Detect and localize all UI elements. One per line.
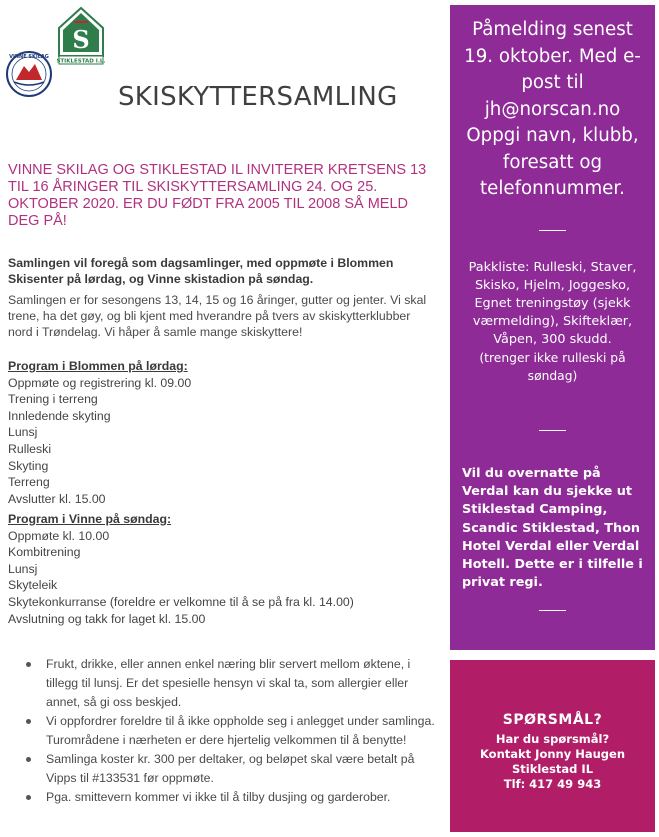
saturday-item: Terreng <box>8 475 50 490</box>
intro-bold-text: Samlingen vil foregå som dagsamlinger, med oppmøte i Blommen Skisenter på lørdag, og Vinne skistadion på søndag. <box>8 256 394 286</box>
svg-text:S: S <box>72 25 90 54</box>
saturday-item: Rulleski <box>8 441 52 456</box>
contact-club: Stiklestad IL <box>511 762 594 776</box>
stiklestad-logo <box>56 8 105 65</box>
registration-sidebar <box>450 5 655 650</box>
questions-heading: SPØRSMÅL? <box>502 712 603 728</box>
saturday-item: Avslutter kl. 15.00 <box>8 491 106 506</box>
accommodation-text: Vil du overnatte på Verdal kan du sjekke ut Stiklestad Camping, Scandic Stiklestad, Thon Hotel Verdal eller Verdal Hotell. Dette er i tilfelle i privat regi. <box>462 466 643 591</box>
svg-text:VINNE SKILAG: VINNE SKILAG <box>9 54 49 60</box>
vinne-logo <box>7 52 51 96</box>
club-logos <box>4 6 119 101</box>
saturday-heading: Program i Blommen på lørdag: <box>8 359 188 373</box>
registration-text: Påmelding senest 19. oktober. Med e-post til jh@norscan.no Oppgi navn, klubb, foresatt og telefonnummer. <box>464 19 641 199</box>
sunday-item: Oppmøte kl. 10.00 <box>8 528 110 543</box>
contact-name: Kontakt Jonny Haugen <box>479 747 626 761</box>
divider <box>539 430 566 431</box>
saturday-item: Lunsj <box>8 425 38 440</box>
sunday-item: Avslutning og takk for laget kl. 15.00 <box>8 611 206 626</box>
sunday-item: Kombitrening <box>8 545 81 560</box>
packing-note: (trenger ikke rulleski på søndag) <box>479 351 626 383</box>
saturday-item: Skyting <box>8 458 49 473</box>
sunday-heading: Program i Vinne på søndag: <box>8 512 172 526</box>
divider <box>539 610 566 611</box>
sunday-item: Skytekonkurranse (foreldre er velkomne til å se på fra kl. 14.00) <box>8 594 354 609</box>
bullet-item: Samlinga koster kr. 300 per deltaker, og beløpet skal være betalt på Vipps til #133531 før oppmøte. <box>8 750 440 788</box>
page-title: SKISKYTTERSAMLING <box>118 82 398 112</box>
questions-box <box>450 660 655 832</box>
sunday-item: Skyteleik <box>8 578 58 593</box>
info-bullets <box>8 655 440 807</box>
saturday-program <box>8 358 438 507</box>
questions-line: Har du spørsmål? <box>495 732 610 746</box>
packing-list <box>460 259 645 385</box>
sunday-program <box>8 511 438 627</box>
saturday-item: Trening i terreng <box>8 392 98 407</box>
saturday-item: Oppmøte og registrering kl. 09.00 <box>8 375 192 390</box>
sunday-item: Lunsj <box>8 561 38 576</box>
contact-phone: Tlf: 417 49 943 <box>503 777 602 791</box>
logos-graphic <box>4 6 119 101</box>
invitation-text: VINNE SKILAG OG STIKLESTAD IL INVITERER KRETSENS 13 TIL 16 ÅRINGER TIL SKISKYTTERSAMLING 24. OG 25. OKTOBER 2020. ER DU FØDT FRA 2005 TIL 2008 SÅ MELD DEG PÅ! <box>8 162 427 229</box>
divider <box>539 230 566 231</box>
bullet-item: Frukt, drikke, eller annen enkel næring blir servert mellom øktene, i tillegg til lunsj. Er det spesielle hensyn vi skal ta, som allergier eller annet, så gi oss beskjed. <box>8 655 440 712</box>
intro-text: Samlingen er for sesongens 13, 14, 15 og 16 åringer, gutter og jenter. Vi skal trene, ha det gøy, og bli kjent med hverandre på tvers av skiskytterklubber nord i Trøndelag. Vi håper å samle mange skiskyttere! <box>8 293 427 339</box>
packing-list-text: Pakkliste: Rulleski, Staver, Skisko, Hjelm, Joggesko, Egnet treningstøy (sjekk værmelding), Skifteklær, Våpen, 300 skudd. <box>468 260 637 347</box>
bullet-item: Vi oppfordrer foreldre til å ikke oppholde seg i anlegget under samlinga. Turområdene i nærheten er dere hjertelig velkommen til å benytte! <box>8 712 440 750</box>
bullet-item: Pga. smittevern kommer vi ikke til å tilby dusjing og garderober. <box>8 788 440 807</box>
svg-text:STIKLESTAD I.L.: STIKLESTAD I.L. <box>56 58 106 65</box>
saturday-item: Innledende skyting <box>8 408 111 423</box>
